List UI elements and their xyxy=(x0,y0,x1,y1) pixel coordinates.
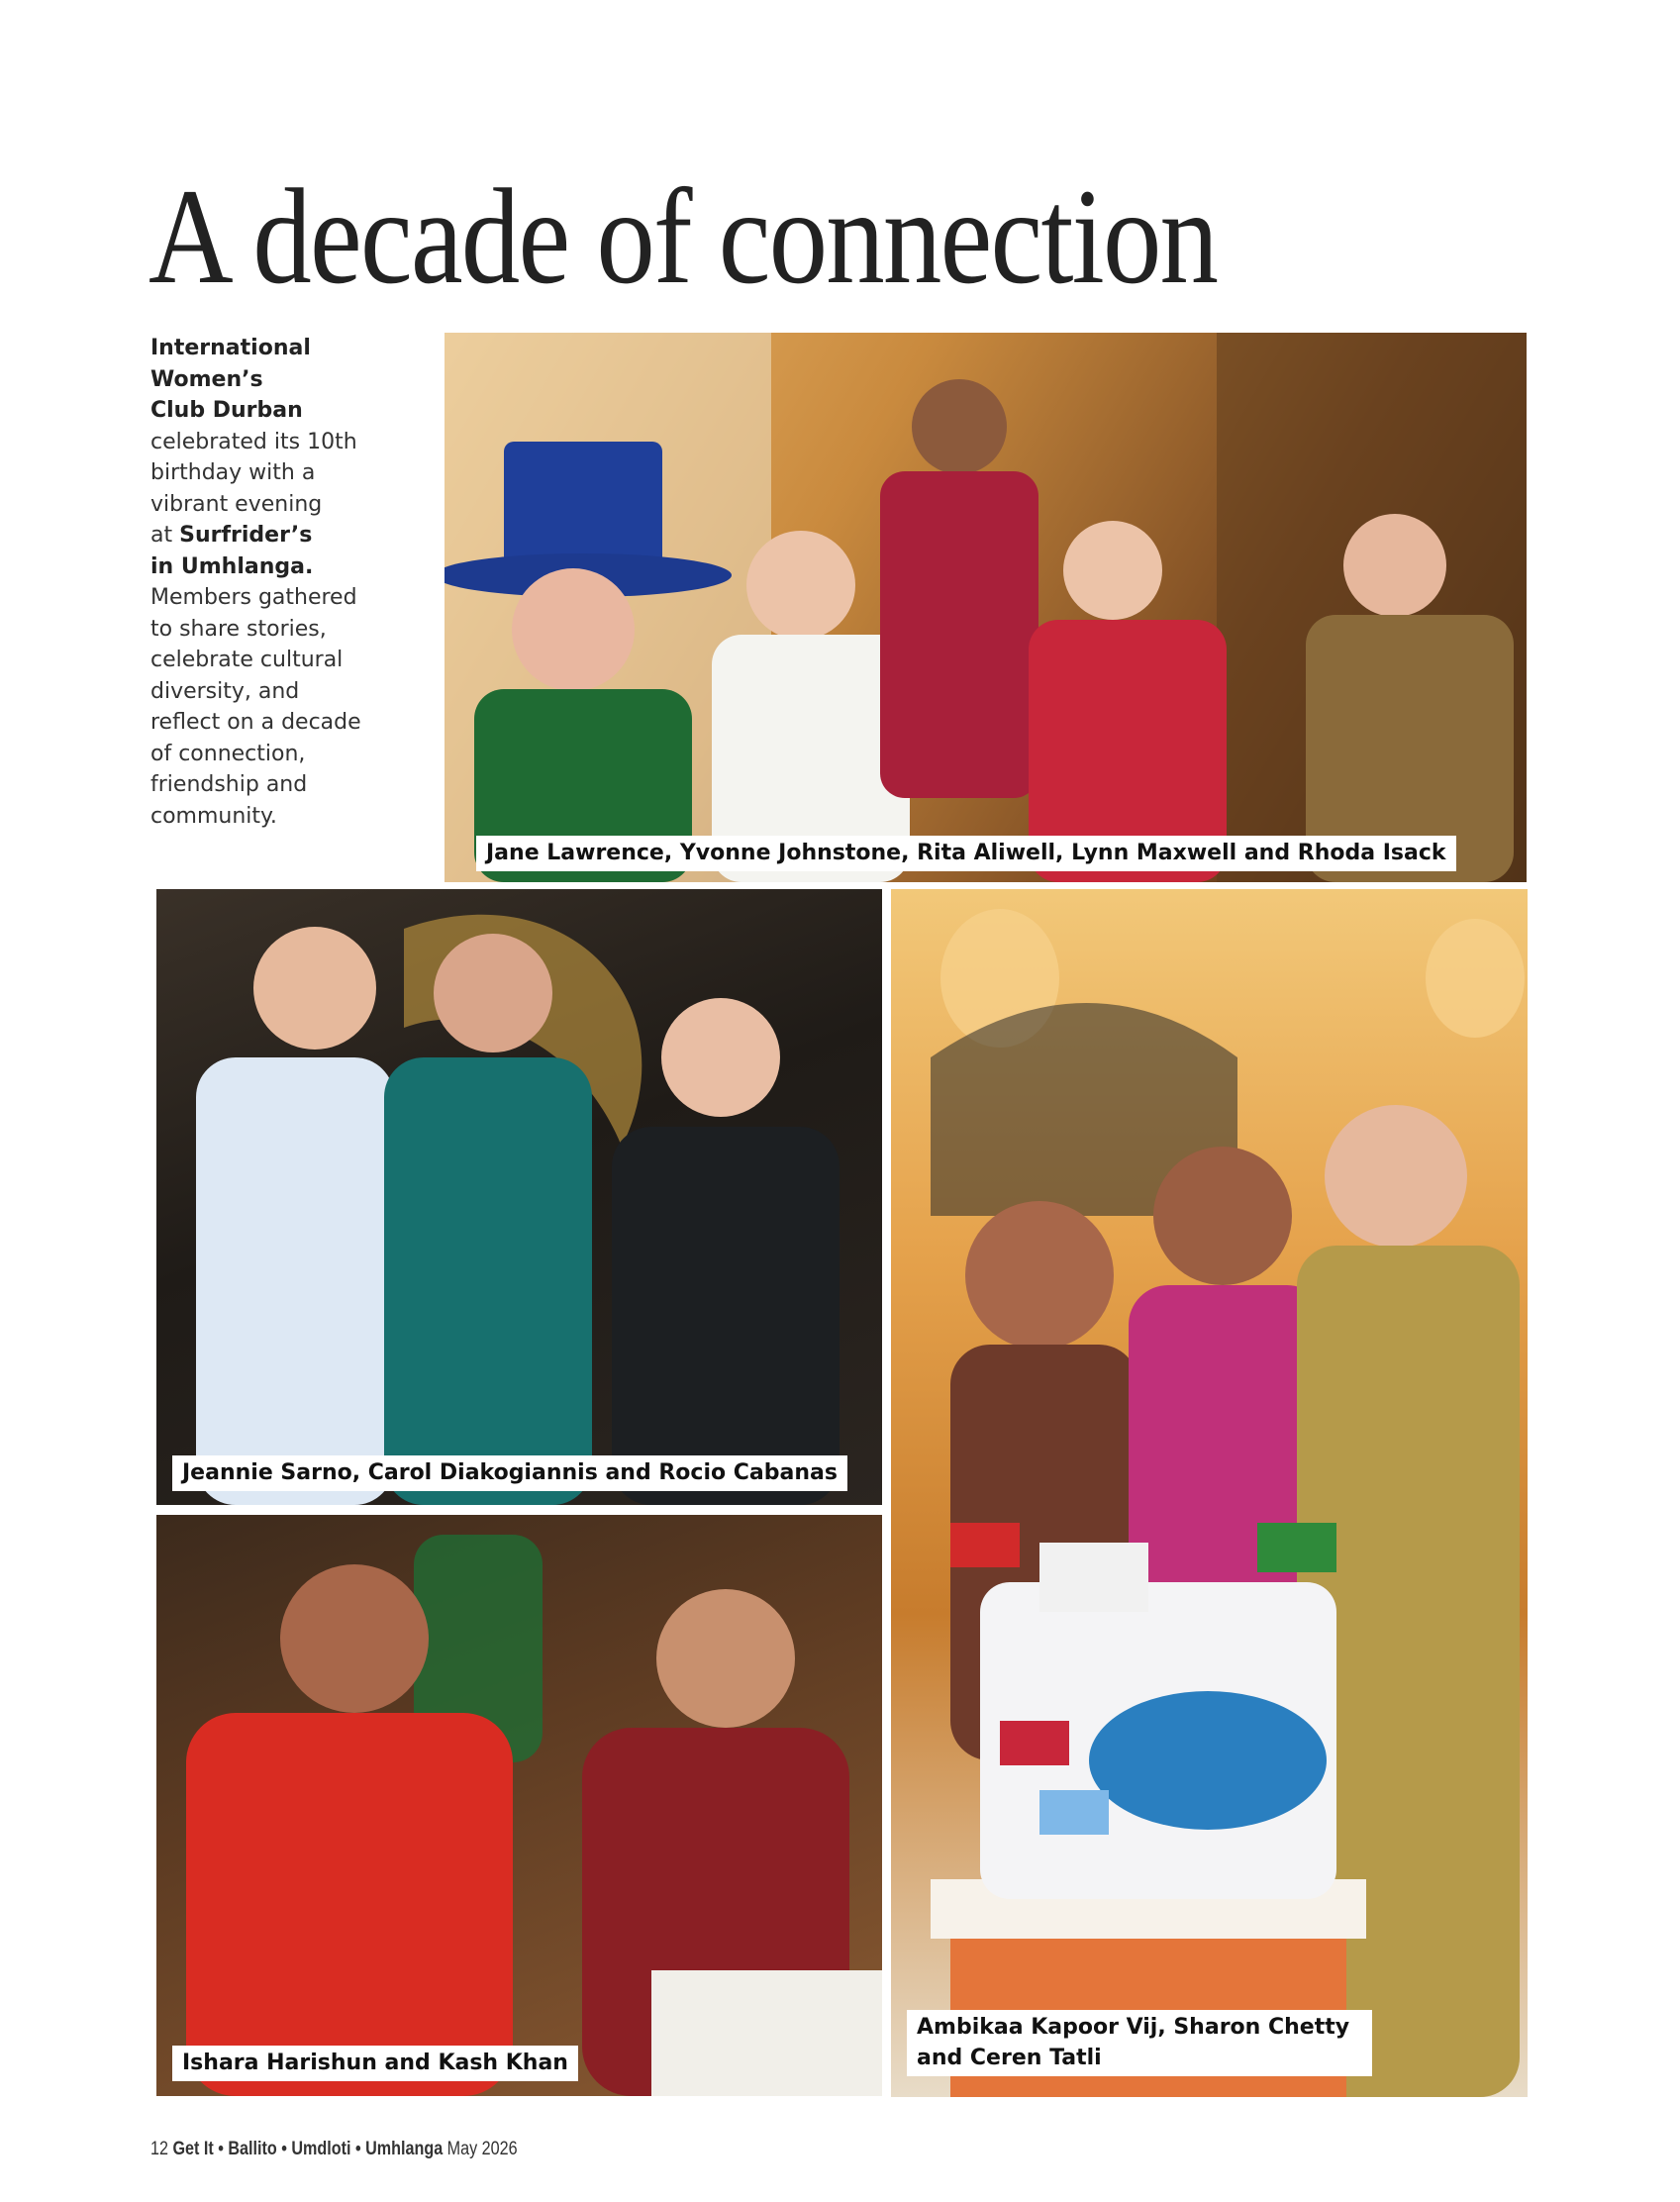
photo-illustration xyxy=(445,333,1527,882)
venue-location: in Umhlanga. xyxy=(150,553,314,579)
article-headline: A decade of connection xyxy=(148,160,1218,312)
photo-group-three xyxy=(156,889,882,1505)
photo-caption: Jane Lawrence, Yvonne Johnstone, Rita Aliwell, Lynn Maxwell and Rhoda Isack xyxy=(476,836,1456,871)
footer-separator: • xyxy=(213,2139,229,2159)
intro-text: Club Durban xyxy=(150,398,303,423)
photo-cake-celebration xyxy=(891,889,1528,2097)
issue-date: May 2026 xyxy=(446,2139,518,2159)
intro-text: vibrant evening xyxy=(150,491,323,517)
footer-separator: • xyxy=(276,2139,292,2159)
publication-name: Get It xyxy=(172,2139,214,2159)
photo-illustration xyxy=(156,1515,882,2096)
page-footer xyxy=(150,2139,518,2160)
intro-text: reflect on a decade xyxy=(150,710,361,735)
photo-illustration xyxy=(891,889,1528,2097)
photo-caption: Jeannie Sarno, Carol Diakogiannis and Rocio Cabanas xyxy=(172,1455,847,1491)
intro-text: birthday with a xyxy=(150,460,316,485)
intro-text: at xyxy=(150,523,180,548)
venue-name: Surfrider’s xyxy=(179,523,313,548)
footer-area: Ballito xyxy=(228,2139,277,2159)
photo-caption xyxy=(907,2010,1372,2076)
photo-group-two xyxy=(156,1515,882,2096)
intro-text: to share stories, xyxy=(150,616,327,642)
intro-text: Members gathered xyxy=(150,585,357,610)
photo-illustration xyxy=(156,889,882,1505)
photo-caption: Ishara Harishun and Kash Khan xyxy=(172,2046,578,2081)
footer-area: Umdloti xyxy=(291,2139,351,2159)
photo-caption-line: and Ceren Tatli xyxy=(917,2046,1102,2070)
page-number: 12 xyxy=(150,2139,168,2159)
intro-text: Women’s xyxy=(150,366,263,392)
intro-paragraph xyxy=(150,333,388,832)
intro-text: friendship and xyxy=(150,772,308,797)
intro-text: of connection, xyxy=(150,741,306,766)
intro-text: celebrate cultural xyxy=(150,648,344,672)
photo-caption-line: Ambikaa Kapoor Vij, Sharon Chetty xyxy=(917,2015,1350,2040)
photo-group-five xyxy=(445,333,1527,882)
intro-text: community. xyxy=(150,803,277,829)
footer-separator: • xyxy=(350,2139,366,2159)
intro-text: celebrated its 10th xyxy=(150,429,357,454)
footer-area: Umhlanga xyxy=(365,2139,444,2159)
intro-text: International xyxy=(150,336,311,360)
intro-text: diversity, and xyxy=(150,678,300,704)
